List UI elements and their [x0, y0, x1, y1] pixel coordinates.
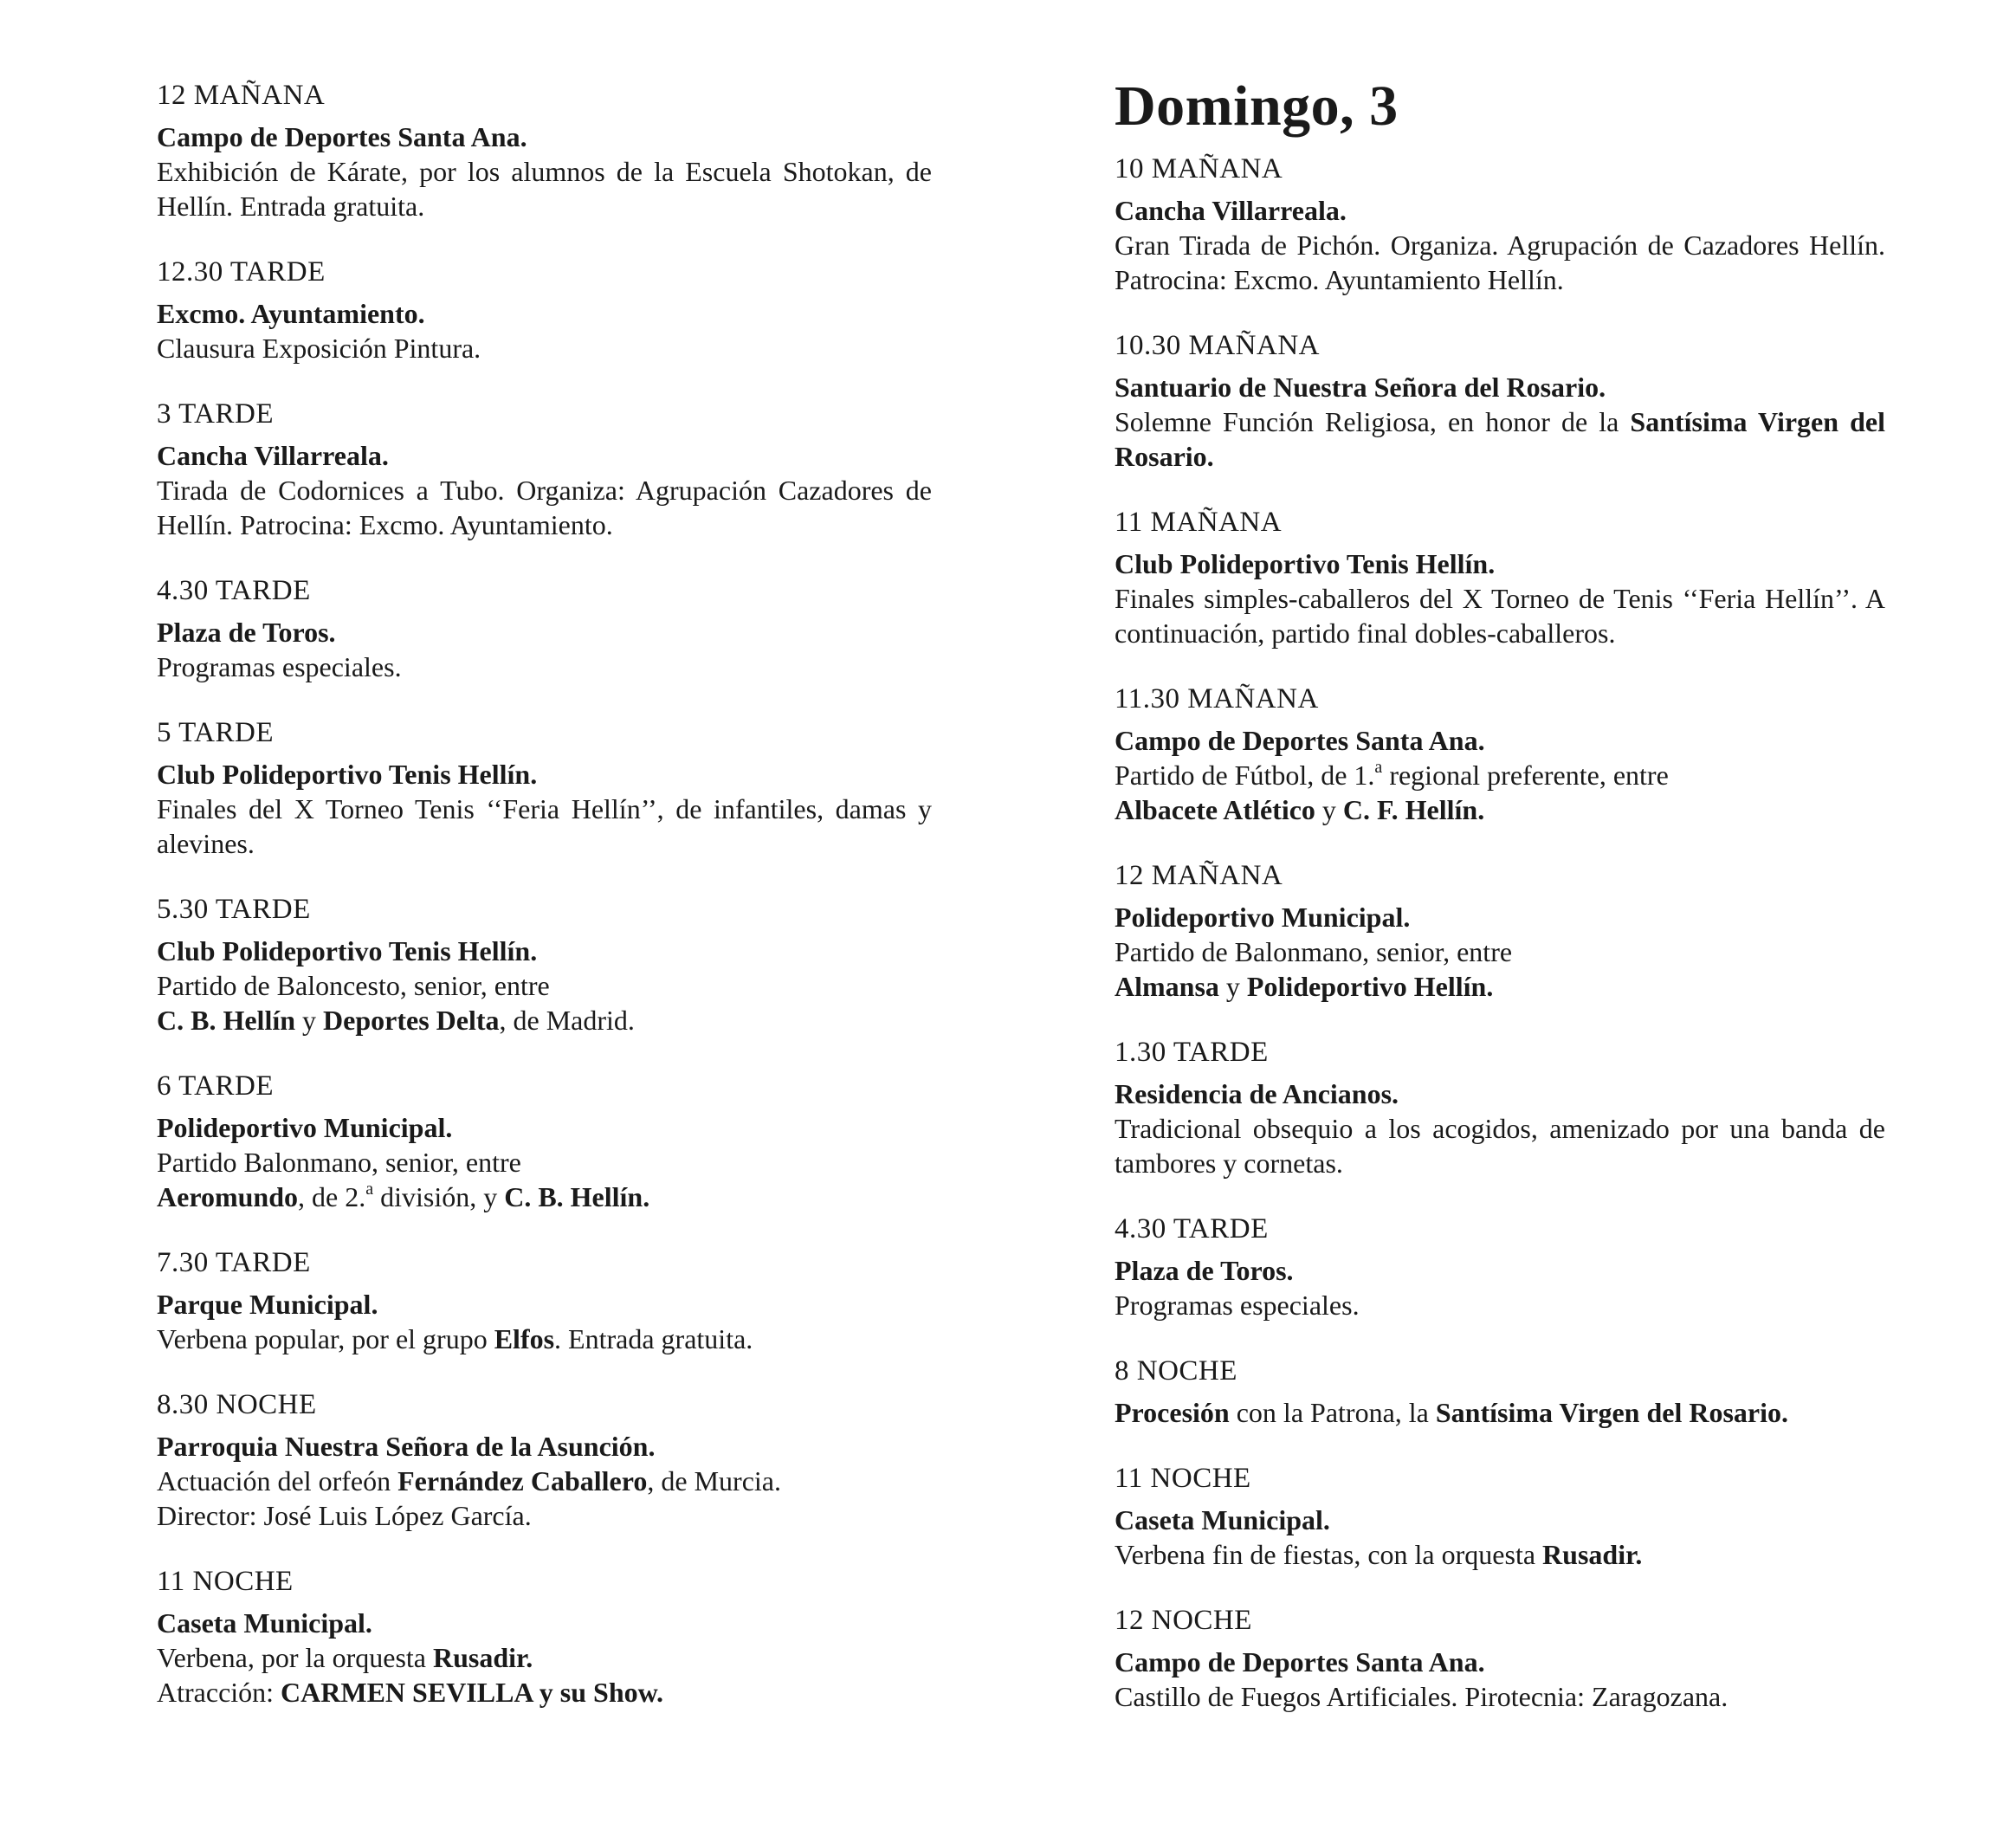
- event-item: [1115, 682, 1885, 827]
- team-name: Albacete Atlético: [1115, 794, 1315, 826]
- event-item: [1115, 858, 1885, 1004]
- ordinal-superscript: a: [365, 1180, 374, 1199]
- event-place: Parque Municipal.: [157, 1289, 378, 1320]
- desc-text: regional preferente, entre: [1382, 760, 1669, 792]
- desc-text: Actuación del orfeón: [157, 1465, 398, 1497]
- event-time: 11 NOCHE: [157, 1566, 294, 1597]
- team-name: C. F. Hellín.: [1342, 794, 1485, 826]
- event-item: [1115, 505, 1885, 650]
- event-item: [157, 573, 932, 684]
- event-item: [1115, 1603, 1885, 1714]
- event-time: 11.30 MAÑANA: [1115, 683, 1319, 715]
- event-teams: [157, 1003, 932, 1038]
- desc-text: Atracción:: [157, 1677, 281, 1708]
- event-time: 12 MAÑANA: [157, 80, 326, 111]
- event-description: [1115, 758, 1885, 792]
- conjunction: y: [302, 1005, 317, 1036]
- event-time: 7.30 TARDE: [157, 1247, 311, 1278]
- event-time: 4.30 TARDE: [1115, 1213, 1269, 1245]
- event-description: [1115, 404, 1885, 474]
- event-item: [157, 1245, 932, 1356]
- event-place: Campo de Deportes Santa Ana.: [157, 121, 527, 152]
- event-description: Partido de Balonmano, senior, entre: [1115, 936, 1513, 968]
- event-item: [157, 715, 932, 861]
- event-place: Polideportivo Municipal.: [157, 1112, 453, 1143]
- event-item: [1115, 1354, 1885, 1430]
- team-name: C. B. Hellín.: [504, 1181, 650, 1212]
- day-heading: Domingo, 3: [1115, 74, 1399, 138]
- virgin-name: Santísima Virgen del Rosario.: [1435, 1397, 1788, 1429]
- event-item: [157, 78, 932, 223]
- event-description: Finales del X Torneo Tenis ‘‘Feria Hellín’’, de infantiles, damas y alevines.: [157, 793, 932, 859]
- event-description: Programas especiales.: [157, 651, 402, 682]
- event-place: Campo de Deportes Santa Ana.: [1115, 1646, 1485, 1678]
- event-item: [1115, 1212, 1885, 1322]
- event-description: Programas especiales.: [1115, 1290, 1360, 1322]
- event-description: Tirada de Codornices a Tubo. Organiza: Agrupación Cazadores de Hellín. Patrocina: Excmo. Ayuntamiento.: [157, 475, 932, 540]
- event-place: Plaza de Toros.: [1115, 1255, 1294, 1287]
- event-time: 1.30 TARDE: [1115, 1037, 1269, 1069]
- desc-text: Verbena popular, por el grupo: [157, 1323, 494, 1354]
- desc-text: . Entrada gratuita.: [554, 1323, 753, 1354]
- event-description: [157, 1640, 932, 1675]
- event-item: [1115, 1035, 1885, 1180]
- event-description: [157, 1322, 932, 1356]
- event-place: Plaza de Toros.: [157, 617, 336, 648]
- event-time: 10.30 MAÑANA: [1115, 330, 1320, 362]
- event-description: Partido Balonmano, senior, entre: [157, 1147, 521, 1178]
- desc-text: Verbena, por la orquesta: [157, 1642, 433, 1673]
- event-time: 11 NOCHE: [1115, 1463, 1251, 1495]
- event-time: 8 NOCHE: [1115, 1355, 1237, 1387]
- event-item: [157, 1387, 932, 1533]
- conjunction: y: [1321, 794, 1336, 826]
- event-place: Caseta Municipal.: [1115, 1504, 1330, 1536]
- event-description: [1115, 1395, 1885, 1430]
- event-place: Club Polideportivo Tenis Hellín.: [1115, 548, 1496, 580]
- orchestra-name: Rusadir.: [432, 1642, 533, 1673]
- event-place: Campo de Deportes Santa Ana.: [1115, 725, 1485, 757]
- orchestra-name: Rusadir.: [1542, 1539, 1643, 1571]
- event-place: Club Polideportivo Tenis Hellín.: [157, 759, 538, 790]
- event-time: 6 TARDE: [157, 1070, 275, 1102]
- event-description: [157, 1464, 932, 1498]
- event-place: Club Polideportivo Tenis Hellín.: [157, 935, 538, 966]
- team-name: Almansa: [1115, 971, 1219, 1003]
- event-description: Partido de Baloncesto, senior, entre: [157, 970, 550, 1001]
- event-time: 12.30 TARDE: [157, 256, 326, 288]
- event-director: Director: José Luis López García.: [157, 1500, 532, 1531]
- left-column: [157, 78, 932, 1741]
- choir-name: Fernández Caballero: [397, 1465, 648, 1497]
- event-time: 12 MAÑANA: [1115, 860, 1283, 892]
- event-description: Tradicional obsequio a los acogidos, amenizado por una banda de tambores y cornetas.: [1115, 1113, 1885, 1180]
- team-name: Deportes Delta: [323, 1005, 500, 1036]
- event-place: Excmo. Ayuntamiento.: [157, 298, 425, 329]
- event-description: Finales simples-caballeros del X Torneo de Tenis ‘‘Feria Hellín’’. A continuación, partido final dobles-caballeros.: [1115, 583, 1885, 650]
- band-name: Elfos: [494, 1323, 555, 1354]
- team-name: Polideportivo Hellín.: [1246, 971, 1494, 1003]
- event-place: Cancha Villarreala.: [1115, 195, 1347, 227]
- teams-tail: , de Madrid.: [499, 1005, 635, 1036]
- desc-text: Solemne Función Religiosa, en honor de la: [1115, 406, 1631, 438]
- right-column: [1115, 76, 1885, 1745]
- event-time: 5.30 TARDE: [157, 894, 311, 925]
- event-place: Polideportivo Municipal.: [1115, 902, 1411, 934]
- event-item: [157, 1069, 932, 1214]
- event-attraction: [157, 1675, 932, 1710]
- event-teams: [1115, 969, 1885, 1004]
- event-description: Exhibición de Kárate, por los alumnos de la Escuela Shotokan, de Hellín. Entrada gratuita.: [157, 156, 932, 222]
- desc-text: con la Patrona, la: [1229, 1397, 1436, 1429]
- event-time: 8.30 NOCHE: [157, 1389, 317, 1420]
- procession-label: Procesión: [1115, 1397, 1230, 1429]
- event-item: [157, 255, 932, 365]
- event-item: [157, 397, 932, 542]
- desc-text: , de Murcia.: [647, 1465, 781, 1497]
- virgin-name: Santísima Virgen del Rosario.: [1115, 406, 1886, 473]
- event-description: [1115, 1537, 1885, 1572]
- artist-name: CARMEN SEVILLA y su Show.: [281, 1677, 663, 1708]
- event-time: 3 TARDE: [157, 398, 275, 430]
- event-description: Castillo de Fuegos Artificiales. Pirotecnia: Zaragozana.: [1115, 1681, 1728, 1713]
- event-teams: [157, 1180, 932, 1214]
- event-time: 10 MAÑANA: [1115, 153, 1283, 185]
- event-time: 11 MAÑANA: [1115, 507, 1283, 539]
- event-place: Parroquia Nuestra Señora de la Asunción.: [157, 1431, 656, 1462]
- event-item: [1115, 152, 1885, 297]
- event-teams: [1115, 792, 1885, 827]
- conjunction: y: [1225, 971, 1240, 1003]
- event-time: 12 NOCHE: [1115, 1605, 1252, 1637]
- team-name: Aeromundo: [157, 1181, 298, 1212]
- teams-mid: , de 2.: [297, 1181, 366, 1212]
- event-time: 5 TARDE: [157, 717, 275, 748]
- team-name: C. B. Hellín: [157, 1005, 296, 1036]
- event-item: [157, 892, 932, 1038]
- event-place: Caseta Municipal.: [157, 1607, 372, 1639]
- teams-mid2: división, y: [373, 1181, 505, 1212]
- ordinal-superscript: a: [1374, 758, 1383, 778]
- event-place: Santuario de Nuestra Señora del Rosario.: [1115, 372, 1606, 404]
- event-item: [1115, 328, 1885, 474]
- event-item: [157, 1564, 932, 1710]
- event-place: Residencia de Ancianos.: [1115, 1078, 1399, 1110]
- event-time: 4.30 TARDE: [157, 575, 311, 606]
- event-description: Gran Tirada de Pichón. Organiza. Agrupación de Cazadores Hellín. Patrocina: Excmo. Ayuntamiento Hellín.: [1115, 229, 1885, 296]
- event-description: Clausura Exposición Pintura.: [157, 333, 481, 364]
- event-item: [1115, 1461, 1885, 1572]
- desc-text: Verbena fin de fiestas, con la orquesta: [1115, 1539, 1543, 1571]
- event-place: Cancha Villarreala.: [157, 440, 389, 471]
- desc-text: Partido de Fútbol, de 1.: [1115, 760, 1375, 792]
